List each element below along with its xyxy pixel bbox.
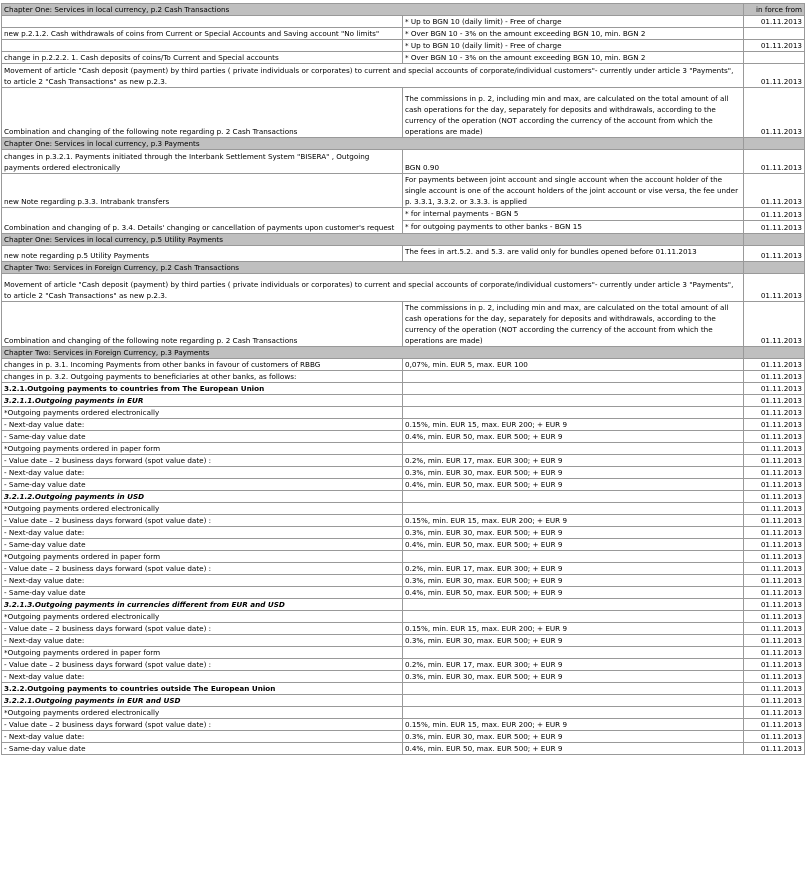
- in-force-date: 01.11.2013: [744, 16, 805, 28]
- table-row: [2, 695, 805, 707]
- table-row: [2, 431, 805, 443]
- table-row: [2, 539, 805, 551]
- table-row: [2, 515, 805, 527]
- in-force-date: in force from: [744, 4, 805, 16]
- table-row: [2, 611, 805, 623]
- change-description: - Value date – 2 business days forward (spot value date) :: [2, 455, 403, 467]
- section-header-row: [2, 347, 805, 359]
- table-row: [2, 371, 805, 383]
- in-force-date: 01.11.2013: [744, 695, 805, 707]
- change-description: Combination and changing of the following note regarding p. 2 Cash Transactions: [2, 302, 403, 347]
- table-row: [2, 575, 805, 587]
- fee-value: For payments between joint account and single account when the account holder of the single account is one of the account holders of the joint account or vise versa, the fee under p. 3.3.1, 3.3.2. or 3.3.3. is applied: [403, 174, 744, 208]
- table-row: [2, 16, 805, 28]
- table-row: [2, 64, 805, 88]
- in-force-date: [744, 347, 805, 359]
- fee-value: 0.15%, min. EUR 15, max. EUR 200; + EUR 9: [403, 623, 744, 635]
- in-force-date: 01.11.2013: [744, 671, 805, 683]
- in-force-date: 01.11.2013: [744, 731, 805, 743]
- in-force-date: 01.11.2013: [744, 743, 805, 755]
- fee-value: The commissions in p. 2, including min and max, are calculated on the total amount of all cash operations for the day, separately for deposits and withdrawals, according to the currency of the operation (NOT according the currency of the account from which the operations are made): [403, 88, 744, 138]
- in-force-date: [744, 28, 805, 40]
- table-row: [2, 587, 805, 599]
- change-description: new p.2.1.2. Cash withdrawals of coins from Current or Special Accounts and Saving account "No limits": [2, 28, 403, 40]
- change-description: 3.2.2.Outgoing payments to countries outside The European Union: [2, 683, 403, 695]
- in-force-date: 01.11.2013: [744, 455, 805, 467]
- change-description: - Same-day value date: [2, 431, 403, 443]
- table-row: [2, 359, 805, 371]
- in-force-date: 01.11.2013: [744, 208, 805, 221]
- change-description: Movement of article "Cash deposit (payment) by third parties ( private individuals or corporates) to current and special accounts of corporate/individual customers"- currently under article 3 "Payments", to article 2 "Cash Transactions" as new p.2.3.: [2, 274, 744, 302]
- fee-value: [403, 695, 744, 707]
- change-description: changes in p.3.2.1. Payments initiated through the Interbank Settlement System "BISERA" , Outgoing payments ordered electronically: [2, 150, 403, 174]
- fee-value: [403, 611, 744, 623]
- table-row: [2, 150, 805, 174]
- in-force-date: [744, 234, 805, 246]
- in-force-date: 01.11.2013: [744, 587, 805, 599]
- change-description: *Outgoing payments ordered in paper form: [2, 443, 403, 455]
- fee-value: 0.3%, min. EUR 30, max. EUR 500; + EUR 9: [403, 527, 744, 539]
- fee-value: * Up to BGN 10 (daily limit) - Free of charge: [403, 16, 744, 28]
- table-row: [2, 671, 805, 683]
- section-title: Chapter One: Services in local currency, p.3 Payments: [2, 138, 744, 150]
- in-force-date: 01.11.2013: [744, 599, 805, 611]
- table-row: [2, 479, 805, 491]
- in-force-date: 01.11.2013: [744, 563, 805, 575]
- fee-value: The commissions in p. 2, including min and max, are calculated on the total amount of all cash operations for the day, separately for deposits and withdrawals, according to the currency of the operation (NOT according the currency of the account from which the operations are made): [403, 302, 744, 347]
- in-force-date: 01.11.2013: [744, 246, 805, 262]
- section-title: Chapter Two: Services in Foreign Currency, p.2 Cash Transactions: [2, 262, 744, 274]
- in-force-date: 01.11.2013: [744, 274, 805, 302]
- change-description: - Value date – 2 business days forward (spot value date) :: [2, 659, 403, 671]
- fee-value: [403, 683, 744, 695]
- in-force-date: 01.11.2013: [744, 221, 805, 234]
- fee-value: 0,07%, min. EUR 5, max. EUR 100: [403, 359, 744, 371]
- change-description: - Same-day value date: [2, 479, 403, 491]
- table-row: [2, 383, 805, 395]
- fee-value: [403, 443, 744, 455]
- in-force-date: 01.11.2013: [744, 647, 805, 659]
- fee-value: [403, 395, 744, 407]
- fee-value: 0.15%, min. EUR 15, max. EUR 200; + EUR 9: [403, 515, 744, 527]
- fee-value: 0.4%, min. EUR 50, max. EUR 500; + EUR 9: [403, 479, 744, 491]
- change-description: Movement of article "Cash deposit (payment) by third parties ( private individuals or corporates) to current and special accounts of corporate/individual customers"- currently under article 3 "Payments", to article 2 "Cash Transactions" as new p.2.3.: [2, 64, 744, 88]
- fee-value: * for internal payments - BGN 5: [403, 208, 744, 221]
- change-description: - Same-day value date: [2, 743, 403, 755]
- change-description: *Outgoing payments ordered electronically: [2, 503, 403, 515]
- change-description: - Next-day value date:: [2, 731, 403, 743]
- in-force-date: [744, 262, 805, 274]
- in-force-date: 01.11.2013: [744, 491, 805, 503]
- fee-value: 0.3%, min. EUR 30, max. EUR 500; + EUR 9: [403, 671, 744, 683]
- in-force-date: 01.11.2013: [744, 371, 805, 383]
- in-force-date: 01.11.2013: [744, 527, 805, 539]
- in-force-date: 01.11.2013: [744, 150, 805, 174]
- fee-value: [403, 647, 744, 659]
- in-force-date: 01.11.2013: [744, 635, 805, 647]
- in-force-date: [744, 52, 805, 64]
- change-description: - Next-day value date:: [2, 671, 403, 683]
- in-force-date: 01.11.2013: [744, 359, 805, 371]
- in-force-date: 01.11.2013: [744, 395, 805, 407]
- section-header-row: [2, 234, 805, 246]
- in-force-date: 01.11.2013: [744, 659, 805, 671]
- fee-value: 0.15%, min. EUR 15, max. EUR 200; + EUR 9: [403, 719, 744, 731]
- fee-value: 0.4%, min. EUR 50, max. EUR 500; + EUR 9: [403, 539, 744, 551]
- table-row: [2, 28, 805, 40]
- in-force-date: 01.11.2013: [744, 383, 805, 395]
- change-description: change in p.2.2.2. 1. Cash deposits of coins/To Current and Special accounts: [2, 52, 403, 64]
- table-row: [2, 40, 805, 52]
- in-force-date: 01.11.2013: [744, 302, 805, 347]
- table-row: [2, 683, 805, 695]
- in-force-date: 01.11.2013: [744, 88, 805, 138]
- fee-value: [403, 551, 744, 563]
- change-description: - Next-day value date:: [2, 467, 403, 479]
- section-title: Chapter Two: Services in Foreign Currency, p.3 Payments: [2, 347, 744, 359]
- change-description: changes in p. 3.2. Outgoing payments to beneficiaries at other banks, as follows:: [2, 371, 403, 383]
- fee-value: The fees in art.5.2. and 5.3. are valid only for bundles opened before 01.11.2013: [403, 246, 744, 262]
- table-row: [2, 599, 805, 611]
- fee-value: 0.3%, min. EUR 30, max. EUR 500; + EUR 9: [403, 635, 744, 647]
- table-row: [2, 52, 805, 64]
- change-description: - Next-day value date:: [2, 419, 403, 431]
- fee-value: 0.3%, min. EUR 30, max. EUR 500; + EUR 9: [403, 575, 744, 587]
- in-force-date: 01.11.2013: [744, 419, 805, 431]
- fee-value: [403, 707, 744, 719]
- fee-value: * Over BGN 10 - 3% on the amount exceeding BGN 10, min. BGN 2: [403, 52, 744, 64]
- table-row: [2, 731, 805, 743]
- in-force-date: 01.11.2013: [744, 467, 805, 479]
- change-description: *Outgoing payments ordered electronically: [2, 707, 403, 719]
- in-force-date: 01.11.2013: [744, 503, 805, 515]
- fee-value: 0.2%, min. EUR 17, max. EUR 300; + EUR 9: [403, 455, 744, 467]
- table-row: [2, 208, 805, 221]
- table-row: [2, 707, 805, 719]
- table-row: [2, 419, 805, 431]
- table-row: [2, 563, 805, 575]
- change-description: - Next-day value date:: [2, 575, 403, 587]
- change-description: 3.2.1.1.Outgoing payments in EUR: [2, 395, 403, 407]
- change-description: - Value date – 2 business days forward (spot value date) :: [2, 623, 403, 635]
- fee-value: * for outgoing payments to other banks - BGN 15: [403, 221, 744, 234]
- table-row: [2, 623, 805, 635]
- fee-value: [403, 383, 744, 395]
- change-description: - Same-day value date: [2, 587, 403, 599]
- in-force-date: 01.11.2013: [744, 575, 805, 587]
- table-row: [2, 407, 805, 419]
- change-description: *Outgoing payments ordered electronically: [2, 611, 403, 623]
- in-force-date: 01.11.2013: [744, 407, 805, 419]
- table-row: [2, 174, 805, 208]
- fee-value: 0.2%, min. EUR 17, max. EUR 300; + EUR 9: [403, 659, 744, 671]
- change-description: Combination and changing of the following note regarding p. 2 Cash Transactions: [2, 88, 403, 138]
- in-force-date: 01.11.2013: [744, 431, 805, 443]
- in-force-date: 01.11.2013: [744, 539, 805, 551]
- table-row: [2, 551, 805, 563]
- change-description: - Value date – 2 business days forward (spot value date) :: [2, 719, 403, 731]
- fee-value: [403, 491, 744, 503]
- section-title: Chapter One: Services in local currency, p.5 Utility Payments: [2, 234, 744, 246]
- fee-changes-body: [2, 4, 805, 755]
- in-force-date: [744, 138, 805, 150]
- table-row: [2, 491, 805, 503]
- fee-value: * Up to BGN 10 (daily limit) - Free of charge: [403, 40, 744, 52]
- table-row: [2, 503, 805, 515]
- change-description: 3.2.1.Outgoing payments to countries from The European Union: [2, 383, 403, 395]
- in-force-date: 01.11.2013: [744, 683, 805, 695]
- fee-value: * Over BGN 10 - 3% on the amount exceeding BGN 10, min. BGN 2: [403, 28, 744, 40]
- change-description: 3.2.1.2.Outgoing payments in USD: [2, 491, 403, 503]
- in-force-date: 01.11.2013: [744, 707, 805, 719]
- section-header-row: [2, 138, 805, 150]
- fee-value: 0.2%, min. EUR 17, max. EUR 300; + EUR 9: [403, 563, 744, 575]
- change-description: Combination and changing of p. 3.4. Details' changing or cancellation of payments upon customer's request: [2, 208, 403, 234]
- table-row: [2, 743, 805, 755]
- change-description: *Outgoing payments ordered electronically: [2, 407, 403, 419]
- in-force-date: 01.11.2013: [744, 174, 805, 208]
- in-force-date: 01.11.2013: [744, 611, 805, 623]
- fee-value: [403, 371, 744, 383]
- in-force-date: 01.11.2013: [744, 623, 805, 635]
- change-description: - Next-day value date:: [2, 527, 403, 539]
- change-description: [2, 16, 403, 28]
- table-row: [2, 527, 805, 539]
- change-description: new note regarding p.5 Utility Payments: [2, 246, 403, 262]
- change-description: - Value date – 2 business days forward (spot value date) :: [2, 515, 403, 527]
- in-force-date: 01.11.2013: [744, 479, 805, 491]
- in-force-date: 01.11.2013: [744, 719, 805, 731]
- table-row: [2, 395, 805, 407]
- table-row: [2, 467, 805, 479]
- fee-value: [403, 599, 744, 611]
- fee-value: 0.3%, min. EUR 30, max. EUR 500; + EUR 9: [403, 731, 744, 743]
- table-row: [2, 659, 805, 671]
- table-row: [2, 274, 805, 302]
- table-row: [2, 302, 805, 347]
- change-description: - Next-day value date:: [2, 635, 403, 647]
- change-description: *Outgoing payments ordered in paper form: [2, 551, 403, 563]
- in-force-date: 01.11.2013: [744, 551, 805, 563]
- change-description: changes in p. 3.1. Incoming Payments from other banks in favour of customers of RBBG: [2, 359, 403, 371]
- table-row: [2, 719, 805, 731]
- in-force-date: 01.11.2013: [744, 64, 805, 88]
- table-row: [2, 455, 805, 467]
- section-header-row: [2, 4, 805, 16]
- section-title: Chapter One: Services in local currency, p.2 Cash Transactions: [2, 4, 744, 16]
- table-row: [2, 647, 805, 659]
- change-description: - Same-day value date: [2, 539, 403, 551]
- table-row: [2, 246, 805, 262]
- change-description: *Outgoing payments ordered in paper form: [2, 647, 403, 659]
- fee-value: 0.15%, min. EUR 15, max. EUR 200; + EUR 9: [403, 419, 744, 431]
- table-row: [2, 443, 805, 455]
- in-force-date: 01.11.2013: [744, 443, 805, 455]
- in-force-date: 01.11.2013: [744, 515, 805, 527]
- change-description: 3.2.1.3.Outgoing payments in currencies different from EUR and USD: [2, 599, 403, 611]
- fee-changes-table: [1, 3, 805, 755]
- section-header-row: [2, 262, 805, 274]
- change-description: - Value date – 2 business days forward (spot value date) :: [2, 563, 403, 575]
- fee-value: 0.3%, min. EUR 30, max. EUR 500; + EUR 9: [403, 467, 744, 479]
- fee-value: [403, 407, 744, 419]
- fee-value: [403, 503, 744, 515]
- fee-value: BGN 0.90: [403, 150, 744, 174]
- table-row: [2, 635, 805, 647]
- change-description: [2, 40, 403, 52]
- fee-value: 0.4%, min. EUR 50, max. EUR 500; + EUR 9: [403, 587, 744, 599]
- fee-value: 0.4%, min. EUR 50, max. EUR 500; + EUR 9: [403, 743, 744, 755]
- in-force-date: 01.11.2013: [744, 40, 805, 52]
- table-row: [2, 88, 805, 138]
- change-description: new Note regarding p.3.3. Intrabank transfers: [2, 174, 403, 208]
- fee-value: 0.4%, min. EUR 50, max. EUR 500; + EUR 9: [403, 431, 744, 443]
- change-description: 3.2.2.1.Outgoing payments in EUR and USD: [2, 695, 403, 707]
